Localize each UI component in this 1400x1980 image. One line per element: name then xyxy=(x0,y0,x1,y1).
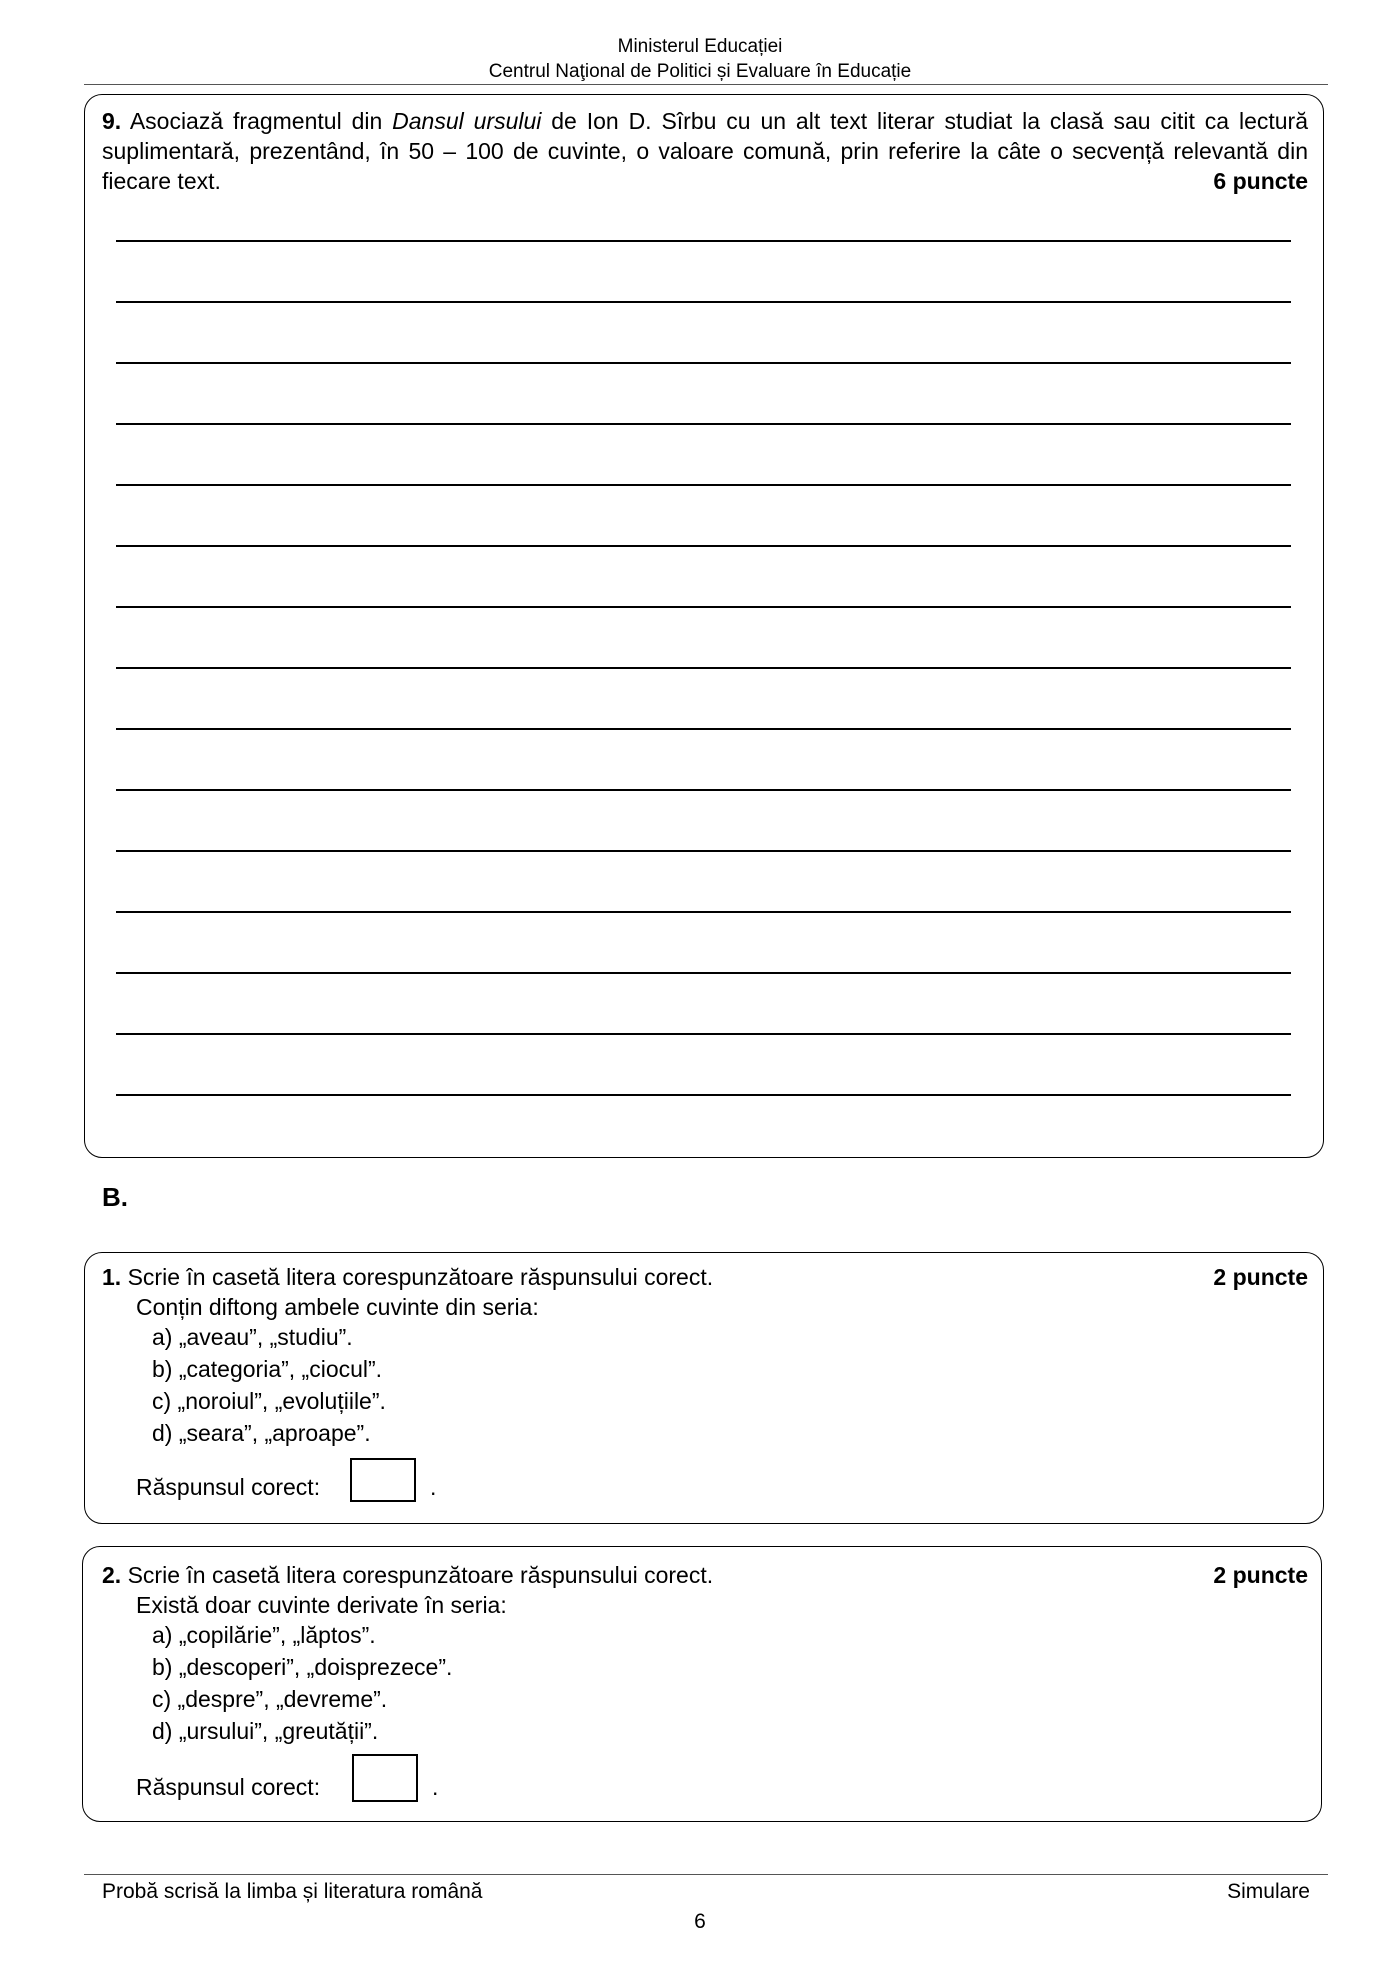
answer-line[interactable] xyxy=(116,362,1291,364)
footer-subject: Probă scrisă la limba și literatura română xyxy=(102,1880,483,1903)
footer-exam-type: Simulare xyxy=(1227,1880,1310,1903)
question-9-text: 9. Asociază fragmentul din Dansul ursului de Ion D. Sîrbu cu un alt text literar studiat la clasă sau citit ca lectură suplimentară, prezentând, în 50 – 100 de cuvinte, o valoare comună, prin referire la câte o secvență relevantă din fiecare text. xyxy=(102,108,1308,194)
question-1-option-b: b) „categoria”, „ciocul”. xyxy=(152,1356,383,1382)
question-1-option-c: c) „noroiul”, „evoluțiile”. xyxy=(152,1388,386,1414)
question-1-answer-label: Răspunsul corect: xyxy=(136,1474,321,1500)
answer-line[interactable] xyxy=(116,301,1291,303)
answer-line[interactable] xyxy=(116,423,1291,425)
question-2-answer-end: . xyxy=(432,1774,439,1800)
question-9-box xyxy=(84,94,1324,1158)
answer-line[interactable] xyxy=(116,850,1291,852)
answer-line[interactable] xyxy=(116,1033,1291,1035)
footer-rule xyxy=(84,1874,1328,1875)
question-1-points: 2 puncte xyxy=(1213,1264,1308,1290)
header-rule xyxy=(84,84,1328,85)
question-2-option-b: b) „descoperi”, „doisprezece”. xyxy=(152,1654,453,1680)
page-header xyxy=(0,34,1400,84)
question-2-option-c: c) „despre”, „devreme”. xyxy=(152,1686,388,1712)
answer-line[interactable] xyxy=(116,545,1291,547)
work-title: Dansul ursului xyxy=(392,108,542,134)
header-center: Centrul Naţional de Politici și Evaluare în Educație xyxy=(488,61,912,82)
question-2-option-a: a) „copilărie”, „lăptos”. xyxy=(152,1622,376,1648)
header-ministry: Ministerul Educației xyxy=(617,36,783,57)
question-1-instruction: 1. Scrie în casetă litera corespunzătoare răspunsului corect. xyxy=(102,1264,714,1290)
page-number: 6 xyxy=(694,1910,706,1933)
question-9-number: 9. xyxy=(102,108,122,134)
question-1-number: 1. xyxy=(102,1264,122,1290)
answer-line[interactable] xyxy=(116,1094,1291,1096)
question-1-option-d: d) „seara”, „aproape”. xyxy=(152,1420,371,1446)
question-1-prompt: Conțin diftong ambele cuvinte din seria: xyxy=(136,1294,539,1320)
question-2-answer-box[interactable] xyxy=(352,1754,418,1802)
question-1-answer-end: . xyxy=(430,1474,437,1500)
question-2-option-d: d) „ursului”, „greutății”. xyxy=(152,1718,379,1744)
question-2-prompt: Există doar cuvinte derivate în seria: xyxy=(136,1592,507,1618)
answer-line[interactable] xyxy=(116,240,1291,242)
question-1-answer-box[interactable] xyxy=(350,1458,416,1502)
answer-line[interactable] xyxy=(116,911,1291,913)
answer-line[interactable] xyxy=(116,667,1291,669)
question-9-points: 6 puncte xyxy=(1203,166,1308,196)
section-b-heading: B. xyxy=(102,1182,128,1212)
answer-line[interactable] xyxy=(116,789,1291,791)
question-2-number: 2. xyxy=(102,1562,122,1588)
answer-line[interactable] xyxy=(116,972,1291,974)
question-2-points: 2 puncte xyxy=(1213,1562,1308,1588)
answer-line[interactable] xyxy=(116,606,1291,608)
question-1-option-a: a) „aveau”, „studiu”. xyxy=(152,1324,353,1350)
question-2-answer-label: Răspunsul corect: xyxy=(136,1774,321,1800)
answer-line[interactable] xyxy=(116,728,1291,730)
answer-line[interactable] xyxy=(116,484,1291,486)
question-2-instruction: 2. Scrie în casetă litera corespunzătoare răspunsului corect. xyxy=(102,1562,714,1588)
